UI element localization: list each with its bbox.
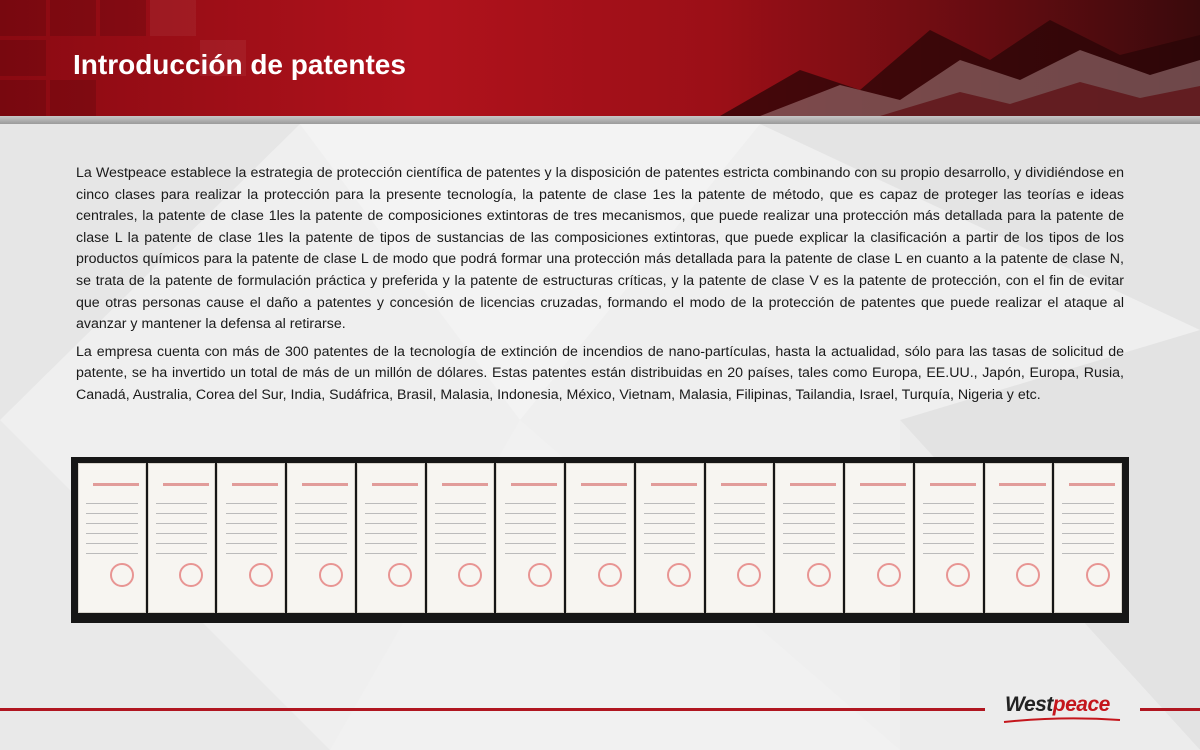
certificate-text-line [295, 523, 346, 524]
certificate-text-line [505, 513, 556, 514]
certificate-title-mark [93, 483, 139, 486]
certificate-row [78, 463, 1122, 618]
certificate-text-line [1062, 553, 1113, 554]
certificate-text-line [1062, 543, 1113, 544]
certificate-text-line [435, 553, 486, 554]
certificate-text-line [86, 503, 137, 504]
certificate-text-line [86, 513, 137, 514]
patent-certificate [985, 463, 1053, 613]
certificate-text-line [644, 523, 695, 524]
certificate-text-line [923, 523, 974, 524]
certificate-text-line [644, 543, 695, 544]
certificate-title-mark [1069, 483, 1115, 486]
page-title: Introducción de patentes [73, 49, 406, 80]
certificate-text-line [574, 553, 625, 554]
certificate-seal [249, 563, 273, 587]
certificate-text-line [574, 503, 625, 504]
certificate-text-line [86, 543, 137, 544]
certificate-text-line [295, 553, 346, 554]
certificate-title-mark [302, 483, 348, 486]
patent-certificate [427, 463, 495, 613]
patent-certificate [357, 463, 425, 613]
certificate-title-mark [581, 483, 627, 486]
certificate-text-line [714, 533, 765, 534]
certificate-text-line [993, 553, 1044, 554]
certificate-text-line [226, 503, 277, 504]
patent-certificates-image [71, 457, 1129, 623]
certificate-text-line [365, 503, 416, 504]
certificate-seal [528, 563, 552, 587]
certificate-text-line [714, 553, 765, 554]
certificate-text-line [435, 523, 486, 524]
certificate-text-line [505, 553, 556, 554]
certificate-text-line [435, 533, 486, 534]
certificate-text-line [993, 513, 1044, 514]
certificate-seal [807, 563, 831, 587]
certificate-text-line [435, 503, 486, 504]
certificate-title-mark [790, 483, 836, 486]
certificate-text-line [644, 513, 695, 514]
certificate-text-line [226, 523, 277, 524]
patent-certificate [496, 463, 564, 613]
certificate-text-line [226, 543, 277, 544]
certificate-text-line [783, 543, 834, 544]
certificate-text-line [156, 543, 207, 544]
certificate-text-line [226, 513, 277, 514]
certificate-text-line [505, 543, 556, 544]
certificate-text-line [993, 503, 1044, 504]
certificate-seal [1086, 563, 1110, 587]
certificate-text-line [574, 533, 625, 534]
certificate-text-line [295, 543, 346, 544]
patent-certificate [845, 463, 913, 613]
certificate-seal [877, 563, 901, 587]
certificate-text-line [783, 503, 834, 504]
certificate-text-line [714, 513, 765, 514]
certificate-text-line [714, 543, 765, 544]
certificate-text-line [783, 513, 834, 514]
certificate-text-line [295, 503, 346, 504]
certificate-text-line [365, 553, 416, 554]
certificate-seal [458, 563, 482, 587]
certificate-text-line [226, 553, 277, 554]
certificate-seal [946, 563, 970, 587]
footer-divider-left [0, 708, 985, 711]
westpeace-logo [1005, 693, 1110, 717]
main-content [76, 163, 1124, 413]
certificate-text-line [783, 523, 834, 524]
certificate-title-mark [511, 483, 557, 486]
certificate-text-line [574, 523, 625, 524]
patent-certificate [706, 463, 774, 613]
patent-certificate [915, 463, 983, 613]
certificate-text-line [365, 543, 416, 544]
footer-divider-right [1140, 708, 1200, 711]
certificate-title-mark [232, 483, 278, 486]
certificate-text-line [923, 533, 974, 534]
patent-certificate [148, 463, 216, 613]
patent-certificate [1054, 463, 1122, 613]
certificate-text-line [435, 543, 486, 544]
certificate-text-line [156, 553, 207, 554]
certificate-text-line [365, 533, 416, 534]
certificate-seal [110, 563, 134, 587]
certificate-text-line [993, 543, 1044, 544]
certificate-seal [737, 563, 761, 587]
certificate-text-line [853, 553, 904, 554]
certificate-text-line [644, 533, 695, 534]
logo-text-peace: peace [1052, 693, 1110, 716]
certificate-title-mark [442, 483, 488, 486]
certificate-text-line [923, 513, 974, 514]
patent-certificate [287, 463, 355, 613]
logo-swoosh [1002, 717, 1122, 723]
certificate-text-line [365, 523, 416, 524]
certificate-text-line [86, 553, 137, 554]
certificate-seal [319, 563, 343, 587]
certificate-text-line [853, 513, 904, 514]
certificate-text-line [714, 523, 765, 524]
certificate-text-line [993, 523, 1044, 524]
certificate-text-line [86, 523, 137, 524]
certificate-text-line [295, 533, 346, 534]
certificate-text-line [853, 533, 904, 534]
paragraph-patent-strategy: La Westpeace establece la estrategia de protección científica de patentes y la disposición de patentes estricta combinando con su propio desarrollo, y dividiéndose en cinco clases para realizar la protección para la presente tecnología, la patente de clase 1es la patente de método, que es capaz de proteger las teorías e ideas centrales, la patente de clase 1les la patente de composiciones extintoras de tres mecanismos, que puede realizar una protección más detallada para la patente de clase L la patente de clase 1les la patente de tipos de sustancias de las composiciones extintoras, que puede explicar la clasificación a partir de los tipos de los productos químicos para la patente de clase L de modo que podrá formar una protección más detallada para la patente de clase L en cuanto a la patente de clase N, se trata de la patente de formulación práctica y preferida y la patente de estructuras críticas, y la patente de clase V es la patente de protección, con el fin de evitar que otras personas cause el daño a patentes y concesión de licencias cruzadas, formando el modo de la protección de patentes que puede realizar el ataque al avanzar y mantener la defensa al retirarse. [76, 165, 1124, 333]
certificate-text-line [156, 523, 207, 524]
paragraph-patent-count: La empresa cuenta con más de 300 patentes de la tecnología de extinción de incendios de nano-partículas, hasta la actualidad, sólo para las tasas de solicitud de patente, se ha invertido un total de más de un millón de dólares. Estas patentes están distribuidas en 20 países, tales como Europa, EE.UU., Japón, Europa, Rusia, Canadá, Australia, Corea del Sur, India, Sudáfrica, Brasil, Malasia, Indonesia, México, Vietnam, Malasia, Filipinas, Tailandia, Israel, Turquía, Nigeria y etc. [76, 343, 1124, 403]
certificate-text-line [783, 553, 834, 554]
certificate-text-line [1062, 533, 1113, 534]
certificate-text-line [365, 513, 416, 514]
certificate-text-line [574, 513, 625, 514]
certificate-text-line [923, 543, 974, 544]
certificate-title-mark [163, 483, 209, 486]
certificate-title-mark [860, 483, 906, 486]
certificate-seal [1016, 563, 1040, 587]
certificate-seal [179, 563, 203, 587]
certificate-text-line [853, 543, 904, 544]
certificate-text-line [295, 513, 346, 514]
certificate-title-mark [721, 483, 767, 486]
certificate-text-line [993, 533, 1044, 534]
patent-certificate [636, 463, 704, 613]
certificate-seal [667, 563, 691, 587]
patent-certificate [566, 463, 634, 613]
certificate-title-mark [999, 483, 1045, 486]
certificate-text-line [853, 503, 904, 504]
certificate-title-mark [651, 483, 697, 486]
certificate-text-line [644, 503, 695, 504]
certificate-text-line [783, 533, 834, 534]
certificate-text-line [505, 523, 556, 524]
logo-text-west: West [1005, 693, 1053, 716]
certificate-seal [388, 563, 412, 587]
header-banner [0, 0, 1200, 116]
certificate-text-line [853, 523, 904, 524]
certificate-text-line [156, 503, 207, 504]
certificate-title-mark [930, 483, 976, 486]
certificate-text-line [226, 533, 277, 534]
certificate-text-line [574, 543, 625, 544]
certificate-text-line [86, 533, 137, 534]
certificate-text-line [505, 503, 556, 504]
certificate-text-line [505, 533, 556, 534]
certificate-text-line [435, 513, 486, 514]
certificate-text-line [923, 553, 974, 554]
certificate-text-line [1062, 503, 1113, 504]
certificate-text-line [644, 553, 695, 554]
certificate-text-line [156, 533, 207, 534]
certificate-text-line [714, 503, 765, 504]
certificate-text-line [923, 503, 974, 504]
patent-certificate [217, 463, 285, 613]
certificate-text-line [156, 513, 207, 514]
patent-certificate [78, 463, 146, 613]
certificate-text-line [1062, 513, 1113, 514]
certificate-text-line [1062, 523, 1113, 524]
certificate-seal [598, 563, 622, 587]
header-divider [0, 116, 1200, 124]
certificate-title-mark [372, 483, 418, 486]
patent-certificate [775, 463, 843, 613]
